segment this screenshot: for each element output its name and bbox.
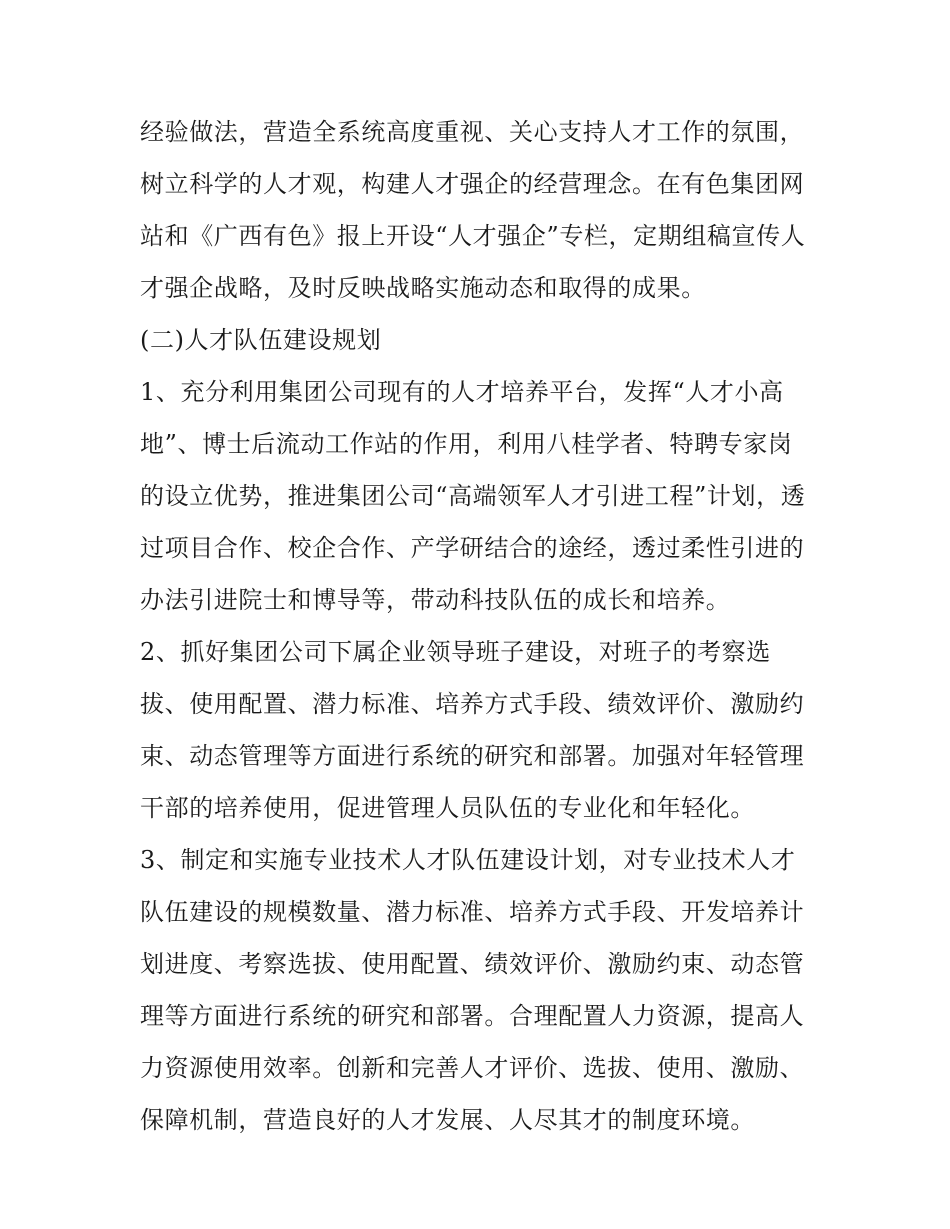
text-line: 理等方面进行系统的研究和部署。合理配置人力资源，提高人 [140,1002,805,1030]
text-line: 树立科学的人才观，构建人才强企的经营理念。在有色集团网 [140,170,805,198]
text-line: 地”、博士后流动工作站的作用，利用八桂学者、特聘专家岗 [140,430,793,458]
text-line: 队伍建设的规模数量、潜力标准、培养方式手段、开发培养计 [140,898,805,926]
text-line: 拔、使用配置、潜力标准、培养方式手段、绩效评价、激励约 [140,690,805,718]
text-line: 2、抓好集团公司下属企业领导班子建设，对班子的考察选 [140,638,771,666]
text-line: 3、制定和实施专业技术人才队伍建设计划，对专业技术人才 [140,846,796,874]
document-body [140,106,820,1146]
text-line: 力资源使用效率。创新和完善人才评价、选拔、使用、激励、 [140,1054,805,1082]
text-line: 保障机制，营造良好的人才发展、人尽其才的制度环境。 [140,1106,755,1134]
text-line: 的设立优势，推进集团公司“高端领军人才引进工程”计划，透 [140,482,806,510]
text-line: 站和《广西有色》报上开设“人才强企”专栏，定期组稿宣传人 [140,222,806,250]
text-line: 经验做法，营造全系统高度重视、关心支持人才工作的氛围， [140,118,805,146]
text-line: 划进度、考察选拔、使用配置、绩效评价、激励约束、动态管 [140,950,805,978]
text-line: 束、动态管理等方面进行系统的研究和部署。加强对年轻管理 [140,742,805,770]
text-line: 才强企战略，及时反映战略实施动态和取得的成果。 [140,274,706,302]
text-line: 过项目合作、校企合作、产学研结合的途经，透过柔性引进的 [140,534,805,562]
text-line: 干部的培养使用，促进管理人员队伍的专业化和年轻化。 [140,794,755,822]
text-line: 1、充分利用集团公司现有的人才培养平台，发挥“人才小高 [140,378,784,406]
section-heading: (二)人才队伍建设规划 [140,326,382,354]
text-line: 办法引进院士和博导等，带动科技队伍的成长和培养。 [140,586,731,614]
